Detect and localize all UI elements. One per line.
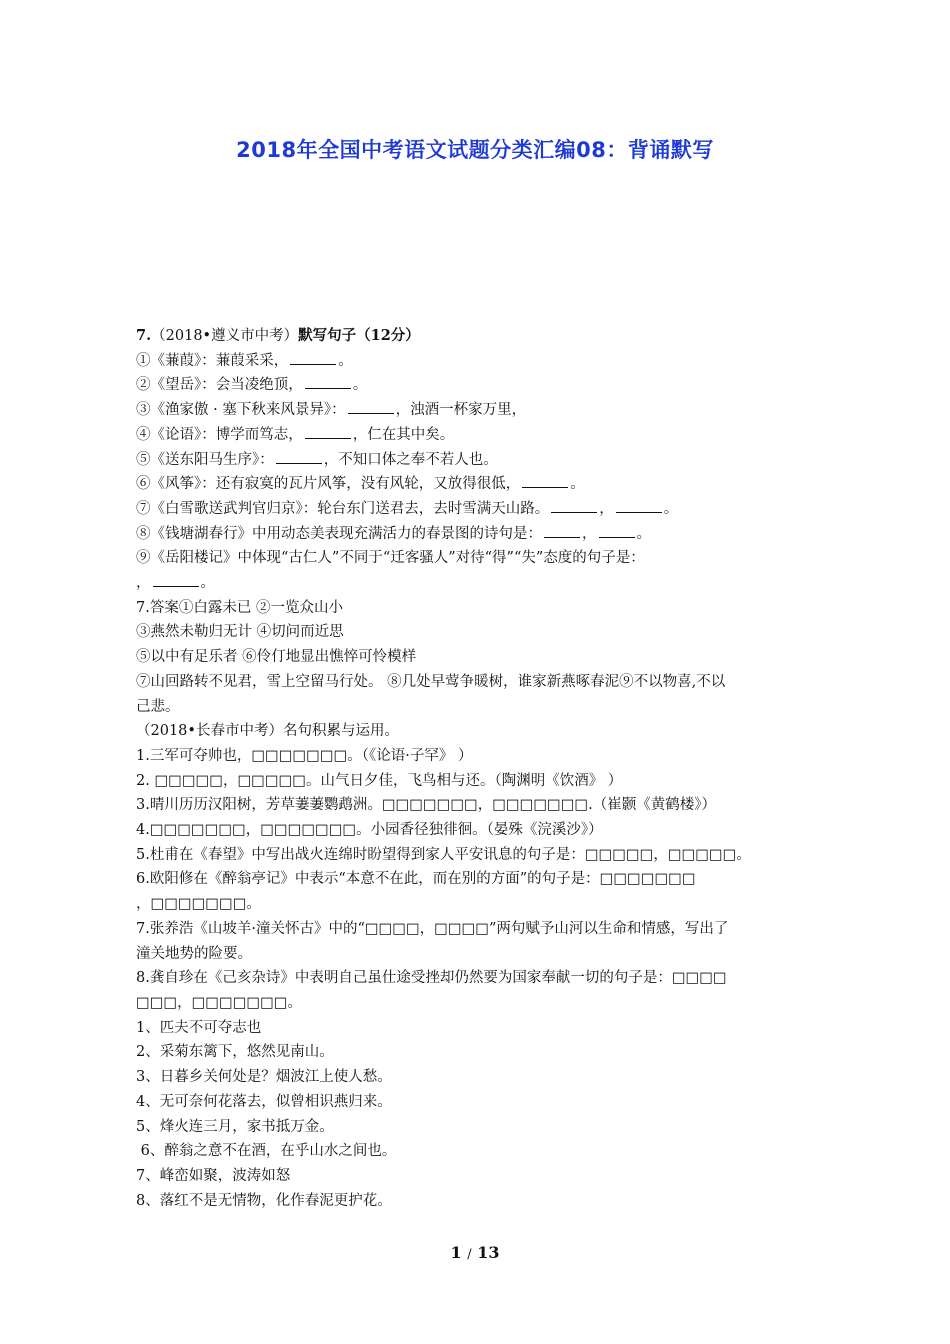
answer-line: 2、采菊东篱下，悠然见南山。 — [136, 1044, 334, 1061]
section-header: （2018•长春市中考）名句积累与运用。 — [136, 723, 399, 740]
answer-line: ⑤以中有足乐者 ⑥伶仃地显出憔悴可怜模样 — [136, 649, 417, 666]
list-item: 4.□□□□□□□，□□□□□□□。小园香径独徘徊。（晏殊《浣溪沙》） — [136, 822, 603, 839]
answer-line: 1、匹夫不可夺志也 — [136, 1019, 262, 1036]
total-pages: 13 — [477, 1243, 500, 1262]
list-item — [136, 522, 820, 547]
fill-blank — [276, 451, 322, 464]
list-item — [136, 349, 820, 374]
item-text: ， — [599, 500, 614, 517]
question-task: 默写句子（12分） — [298, 327, 420, 344]
question-source: （2018•遵义市中考） — [151, 328, 299, 344]
answer-line: 己悲。 — [136, 698, 180, 715]
fill-blank — [290, 352, 336, 365]
answer-line: 4、无可奈何花落去，似曾相识燕归来。 — [136, 1093, 392, 1110]
question-7-header — [136, 324, 820, 349]
page-number — [0, 1243, 950, 1262]
item-text: 。 — [200, 575, 215, 592]
list-item: 7.张养浩《山坡羊·潼关怀古》中的“□□□□，□□□□”两句赋予山河以生命和情感，写出了 — [136, 920, 729, 937]
fill-blank — [616, 500, 662, 513]
item-text: ， — [582, 525, 597, 542]
fill-blank — [305, 376, 351, 389]
fill-blank — [544, 525, 580, 538]
item-text: 。 — [570, 476, 585, 493]
list-item: 5.杜甫在《春望》中写出战火连绵时盼望得到家人平安讯息的句子是：□□□□□，□□□□□。 — [136, 846, 751, 863]
item-text: ，浊酒一杯家万里， — [395, 402, 527, 419]
fill-blank — [153, 574, 199, 587]
answer-line: 5、烽火连三月，家书抵万金。 — [136, 1118, 334, 1135]
list-item — [136, 398, 820, 423]
list-item — [136, 423, 820, 448]
item-text: ⑦《白雪歌送武判官归京》：轮台东门送君去，去时雪满天山路。 — [136, 500, 550, 517]
fill-blank — [599, 525, 635, 538]
answer-line: 7.答案①白露未已 ②一览众山小 — [136, 599, 343, 616]
item-text: 。 — [352, 377, 368, 394]
fill-blank — [305, 426, 351, 439]
item-text: 。 — [663, 500, 679, 517]
answer-line: ⑦山回路转不见君，雪上空留马行处。 ⑧几处早莺争暖树，谁家新燕啄春泥⑨不以物喜,不以 — [136, 673, 726, 690]
item-text: ⑧《钱塘湖春行》中用动态美表现充满活力的春景图的诗句是： — [136, 525, 542, 542]
item-text: ②《望岳》：会当凌绝顶， — [136, 377, 303, 394]
item-text: ，不知口体之奉不若人也。 — [323, 451, 498, 468]
list-item — [136, 373, 820, 398]
answer-line: 3、日暮乡关何处是？烟波江上使人愁。 — [136, 1069, 392, 1086]
fill-blank — [348, 401, 394, 414]
list-item-continued: ，□□□□□□□。 — [136, 896, 261, 913]
item-text: ⑥《风筝》：还有寂寞的瓦片风筝，没有风轮，又放得很低， — [136, 476, 521, 493]
answer-line: 6、醉翁之意不在酒，在乎山水之间也。 — [136, 1143, 397, 1160]
item-text: ，仁在其中矣。 — [352, 426, 455, 443]
page-separator: / — [467, 1247, 472, 1262]
item-text: ⑨《岳阳楼记》中体现“古仁人”不同于“迁客骚人”对待“得”“失”态度的句子是： — [136, 550, 645, 567]
item-text: ③《渔家傲 · 塞下秋来风景异》： — [136, 402, 346, 419]
fill-blank — [551, 500, 597, 513]
item-text: ①《蒹葭》：蒹葭采采， — [136, 352, 289, 369]
list-item — [136, 546, 820, 571]
list-item-continued: □□□，□□□□□□□。 — [136, 994, 302, 1011]
current-page: 1 — [450, 1243, 462, 1262]
item-text: ⑤《送东阳马生序》： — [136, 451, 274, 468]
list-item — [136, 448, 820, 473]
list-item: 6.欧阳修在《醉翁亭记》中表示“本意不在此，而在别的方面”的句子是：□□□□□□□ — [136, 871, 696, 888]
answer-line: 8、落红不是无情物，化作春泥更护花。 — [136, 1192, 392, 1209]
fill-blank — [522, 475, 568, 488]
list-item: 8.龚自珍在《己亥杂诗》中表明自己虽仕途受挫却仍然要为国家奉献一切的句子是：□□□□ — [136, 970, 727, 987]
list-item: 1.三军可夺帅也，□□□□□□□。（《论语·子罕》 ） — [136, 747, 473, 764]
document-title: 2018年全国中考语文试题分类汇编08：背诵默写 — [236, 138, 714, 162]
item-text: ④《论语》：博学而笃志， — [136, 426, 303, 443]
document-body — [136, 324, 820, 1213]
item-text: 。 — [338, 352, 353, 369]
question-number: 7. — [136, 327, 152, 344]
list-item-continued — [136, 571, 820, 596]
list-item: 3.晴川历历汉阳树，芳草萋萋鹦鹉洲。□□□□□□□，□□□□□□□.（崔颢《黄鹤楼》） — [136, 797, 716, 814]
answer-line: ③燕然未勒归无计 ④切问而近思 — [136, 624, 344, 641]
list-item: 2. □□□□□，□□□□□。山气日夕佳，飞鸟相与还。（陶渊明《饮酒》 ） — [136, 772, 623, 789]
answer-line: 7、峰峦如聚，波涛如怒 — [136, 1167, 291, 1184]
list-item-continued: 潼关地势的险要。 — [136, 945, 252, 962]
item-text: 。 — [636, 525, 651, 542]
list-item — [136, 497, 820, 522]
item-text: ， — [136, 575, 151, 592]
list-item — [136, 472, 820, 497]
